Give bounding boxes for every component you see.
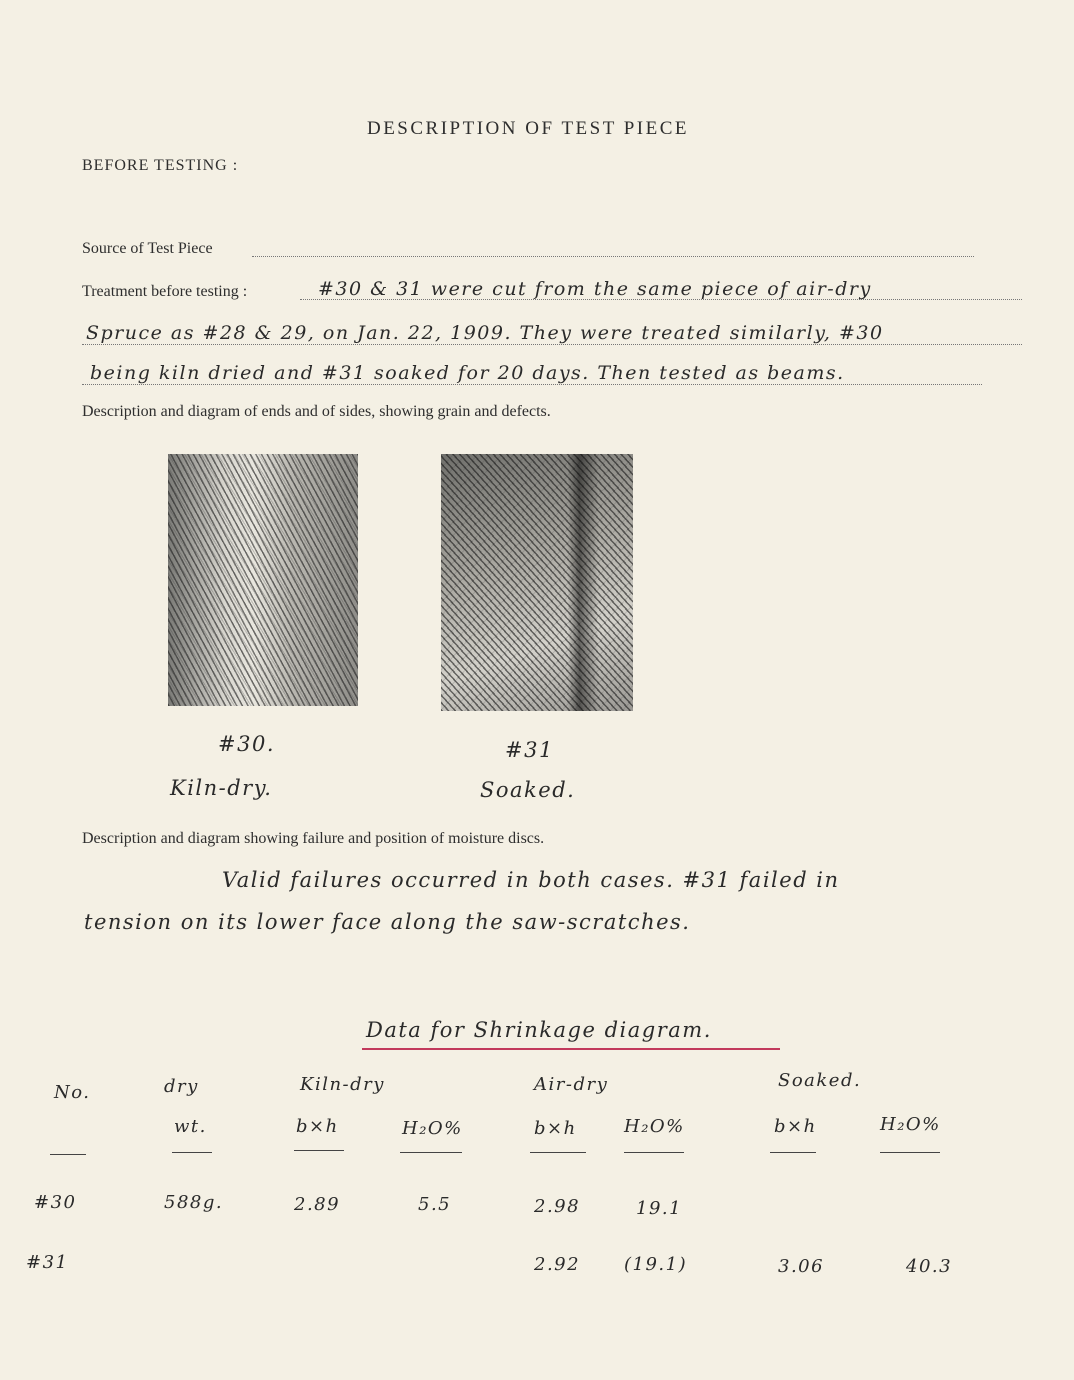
row-31-air-h2o: (19.1) bbox=[624, 1254, 688, 1275]
header-rule-no bbox=[50, 1154, 86, 1155]
treatment-line-3: being kiln dried and #31 soaked for 20 days. Then tested as beams. bbox=[90, 362, 845, 384]
failure-line-1: Valid failures occurred in both cases. #31 failed in bbox=[222, 868, 840, 892]
sub-header-air-h2o: H₂O% bbox=[624, 1116, 685, 1137]
header-rule-air-h2o bbox=[624, 1152, 684, 1153]
specimen-31-photo bbox=[441, 454, 633, 711]
col-header-dry: dry bbox=[164, 1076, 199, 1097]
row-31-air-bh: 2.92 bbox=[534, 1254, 581, 1275]
row-30-no: #30 bbox=[34, 1192, 77, 1213]
shrinkage-title-underline bbox=[362, 1048, 780, 1050]
row-31-soaked-h2o: 40.3 bbox=[906, 1256, 953, 1277]
failure-line-2: tension on its lower face along the saw-scratches. bbox=[84, 910, 691, 934]
ends-description-label: Description and diagram of ends and of sides, showing grain and defects. bbox=[82, 403, 551, 420]
specimen-30-photo bbox=[168, 454, 358, 706]
failure-description-label: Description and diagram showing failure and position of moisture discs. bbox=[82, 830, 545, 847]
source-label: Source of Test Piece bbox=[82, 240, 213, 257]
header-rule-dry bbox=[172, 1152, 212, 1153]
specimen-31-note: Soaked. bbox=[480, 778, 576, 802]
col-header-kiln-dry: Kiln-dry bbox=[300, 1074, 385, 1095]
sub-header-kiln-bh: b×h bbox=[296, 1116, 339, 1137]
header-rule-soaked-bh bbox=[770, 1152, 816, 1153]
row-30-air-h2o: 19.1 bbox=[636, 1198, 683, 1219]
row-30-kiln-h2o: 5.5 bbox=[418, 1194, 452, 1215]
header-rule-soaked-h2o bbox=[880, 1152, 940, 1153]
specimen-30-number: #30. bbox=[218, 732, 275, 756]
treatment-line-2: Spruce as #28 & 29, on Jan. 22, 1909. They were treated similarly, #30 bbox=[86, 322, 884, 344]
col-header-air-dry: Air-dry bbox=[534, 1074, 609, 1095]
treatment-dotted-line-3 bbox=[82, 384, 982, 385]
sub-header-kiln-h2o: H₂O% bbox=[402, 1118, 463, 1139]
treatment-dotted-line-2 bbox=[82, 344, 1022, 345]
treatment-line-1: #30 & 31 were cut from the same piece of air-dry bbox=[318, 278, 872, 300]
sub-header-soaked-h2o: H₂O% bbox=[880, 1114, 941, 1135]
col-header-soaked: Soaked. bbox=[778, 1070, 862, 1091]
specimen-30-note: Kiln-dry. bbox=[170, 776, 273, 800]
before-testing-label: BEFORE TESTING : bbox=[82, 157, 239, 174]
row-30-kiln-bh: 2.89 bbox=[294, 1194, 341, 1215]
treatment-label: Treatment before testing : bbox=[82, 283, 248, 300]
row-31-no: #31 bbox=[26, 1252, 69, 1273]
sub-header-wt: wt. bbox=[174, 1116, 207, 1137]
header-rule-air-bh bbox=[530, 1152, 586, 1153]
header-rule-kiln-h2o bbox=[400, 1152, 462, 1153]
sub-header-soaked-bh: b×h bbox=[774, 1116, 817, 1137]
sub-header-air-bh: b×h bbox=[534, 1118, 577, 1139]
page-title: DESCRIPTION OF TEST PIECE bbox=[366, 118, 690, 139]
row-30-dry-wt: 588g. bbox=[164, 1192, 224, 1213]
row-31-soaked-bh: 3.06 bbox=[778, 1256, 825, 1277]
source-dotted-line bbox=[252, 256, 974, 257]
col-header-no: No. bbox=[54, 1082, 91, 1103]
specimen-31-number: #31 bbox=[505, 738, 554, 762]
shrinkage-title: Data for Shrinkage diagram. bbox=[366, 1018, 712, 1042]
row-30-air-bh: 2.98 bbox=[534, 1196, 581, 1217]
header-rule-kiln-bh bbox=[294, 1150, 344, 1151]
